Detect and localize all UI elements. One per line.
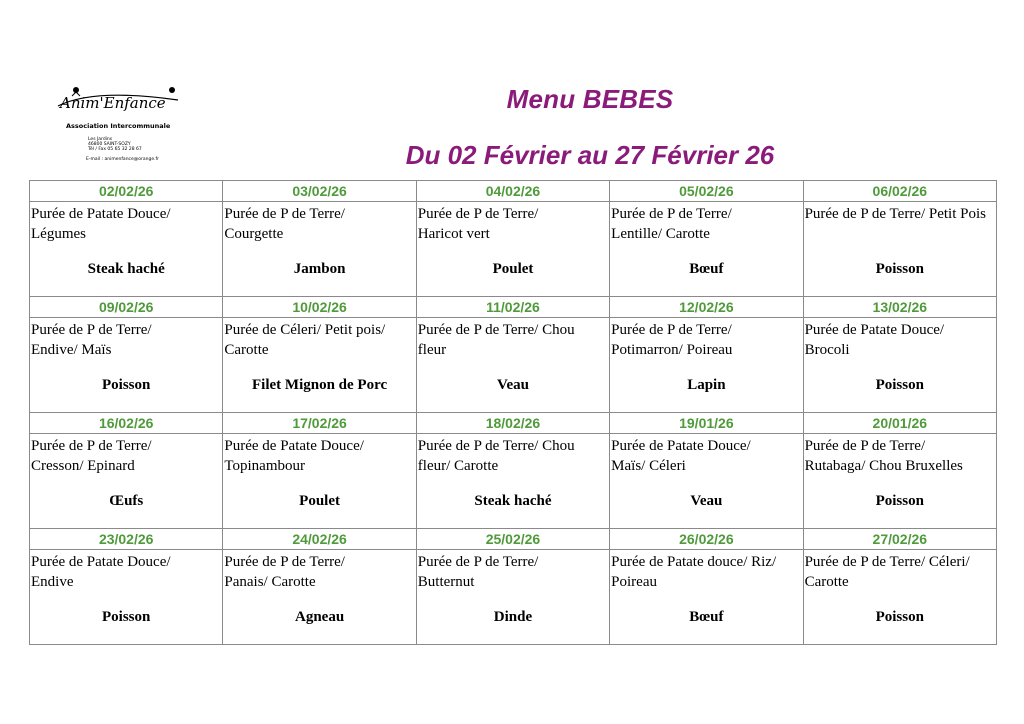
protein: Steak haché	[474, 493, 552, 509]
date-cell: 12/02/26	[610, 297, 803, 318]
date-cell: 27/02/26	[803, 529, 996, 550]
protein: Steak haché	[87, 261, 165, 277]
date-cell: 04/02/26	[416, 181, 609, 202]
side-dish	[223, 550, 415, 592]
side-dish-line: Purée de P de Terre/	[31, 322, 152, 338]
side-dish	[30, 550, 222, 592]
side-dish-line: Topinambour	[224, 458, 305, 474]
date-cell: 10/02/26	[223, 297, 416, 318]
side-dish	[417, 434, 609, 476]
side-dish-line: Purée de P de Terre/	[224, 554, 345, 570]
side-dish	[30, 434, 222, 476]
date-row	[30, 413, 997, 434]
logo-addr1: Les Jardins	[88, 137, 113, 142]
side-dish-line: Endive/ Maïs	[31, 342, 112, 358]
side-dish-line: Purée de P de Terre/	[417, 554, 539, 570]
side-dish-line: fleur	[417, 342, 447, 358]
meal-cell	[223, 202, 416, 297]
meal-cell	[610, 434, 803, 529]
side-dish	[804, 318, 996, 360]
side-dish	[223, 202, 415, 244]
meal-cell	[416, 434, 609, 529]
side-dish-line: Purée de P de Terre/ Petit Pois	[804, 206, 986, 222]
side-dish-line: Purée de P de Terre/	[804, 438, 926, 454]
protein: Dinde	[493, 609, 533, 625]
side-dish-line: Purée de Patate Douce/	[611, 438, 751, 454]
date-cell: 09/02/26	[30, 297, 223, 318]
side-dish-line: Purée de Patate Douce/	[31, 206, 171, 222]
menu-table	[29, 180, 997, 645]
date-cell: 25/02/26	[416, 529, 609, 550]
date-cell: 05/02/26	[610, 181, 803, 202]
protein: Poisson	[102, 609, 151, 625]
meal-cell	[30, 318, 223, 413]
logo	[52, 84, 192, 164]
side-dish	[417, 550, 609, 592]
logo-name: Anim'Enfance	[60, 94, 166, 112]
date-cell: 23/02/26	[30, 529, 223, 550]
protein: Poisson	[102, 377, 151, 393]
side-dish-line: Brocoli	[804, 342, 850, 358]
side-dish	[804, 434, 996, 476]
date-cell: 24/02/26	[223, 529, 416, 550]
side-dish	[30, 318, 222, 360]
protein: Agneau	[294, 609, 345, 625]
side-dish-line: Purée de Céleri/ Petit pois/	[224, 322, 386, 338]
meal-cell	[416, 202, 609, 297]
side-dish-line: Purée de P de Terre/ Chou	[417, 322, 575, 338]
meal-cell	[803, 434, 996, 529]
date-cell: 06/02/26	[803, 181, 996, 202]
protein: Œufs	[109, 493, 144, 509]
meal-cell	[803, 550, 996, 645]
meal-cell	[30, 434, 223, 529]
date-cell: 02/02/26	[30, 181, 223, 202]
side-dish-line: fleur/ Carotte	[417, 458, 499, 474]
side-dish	[417, 318, 609, 360]
meal-cell	[223, 434, 416, 529]
logo-addr2: 46800 SAINT-SOZY	[88, 142, 131, 147]
side-dish-line: Purée de Patate Douce/	[804, 322, 945, 338]
date-cell: 19/01/26	[610, 413, 803, 434]
meal-cell	[610, 318, 803, 413]
protein: Poisson	[875, 609, 924, 625]
side-dish-line: Haricot vert	[417, 226, 490, 242]
protein: Bœuf	[689, 609, 724, 625]
meal-row	[30, 434, 997, 529]
date-row	[30, 529, 997, 550]
protein: Lapin	[687, 377, 726, 393]
side-dish-line: Purée de P de Terre/	[611, 206, 732, 222]
page-subtitle: Du 02 Février au 27 Février 26	[405, 140, 775, 170]
protein: Veau	[496, 377, 529, 393]
date-row	[30, 181, 997, 202]
date-cell: 18/02/26	[416, 413, 609, 434]
date-cell: 17/02/26	[223, 413, 416, 434]
side-dish	[223, 318, 415, 360]
side-dish-line: Purée de P de Terre/ Chou	[417, 438, 575, 454]
protein: Poisson	[875, 377, 924, 393]
side-dish	[610, 318, 802, 360]
logo-email: E-mail : animenfance@orange.fr	[86, 157, 159, 162]
side-dish-line: Lentille/ Carotte	[611, 226, 710, 242]
side-dish-line: Poireau	[611, 574, 657, 590]
date-row	[30, 297, 997, 318]
side-dish-line: Potimarron/ Poireau	[611, 342, 733, 358]
side-dish	[804, 202, 996, 244]
meal-cell	[30, 202, 223, 297]
meal-cell	[223, 318, 416, 413]
date-cell: 16/02/26	[30, 413, 223, 434]
side-dish	[610, 434, 802, 476]
meal-cell	[803, 318, 996, 413]
protein: Poisson	[875, 261, 924, 277]
meal-row	[30, 318, 997, 413]
date-cell: 20/01/26	[803, 413, 996, 434]
side-dish-line: Purée de P de Terre/	[31, 438, 152, 454]
side-dish-line: Carotte	[224, 342, 269, 358]
protein: Poisson	[875, 493, 924, 509]
side-dish-line: Purée de P de Terre/	[417, 206, 539, 222]
side-dish-line: Maïs/ Céleri	[611, 458, 686, 474]
side-dish-line: Cresson/ Epinard	[31, 458, 135, 474]
side-dish-line: Endive	[31, 574, 74, 590]
side-dish	[223, 434, 415, 476]
logo-graphic	[52, 84, 192, 164]
page-title: Menu BEBES	[506, 84, 674, 114]
meal-cell	[610, 202, 803, 297]
date-cell: 03/02/26	[223, 181, 416, 202]
side-dish	[610, 202, 802, 244]
side-dish-line: Courgette	[224, 226, 284, 242]
meal-cell	[223, 550, 416, 645]
side-dish	[610, 550, 802, 592]
protein: Bœuf	[689, 261, 724, 277]
side-dish-line: Purée de Patate Douce/	[31, 554, 171, 570]
protein: Filet Mignon de Porc	[252, 377, 388, 393]
side-dish-line: Purée de P de Terre/ Céleri/	[804, 554, 970, 570]
side-dish-line: Purée de Patate Douce/	[224, 438, 364, 454]
side-dish-line: Purée de Patate douce/ Riz/	[611, 554, 777, 570]
side-dish-line: Légumes	[31, 226, 86, 242]
side-dish-line: Purée de P de Terre/	[224, 206, 345, 222]
logo-phone: Tél / Fax 05 65 32 28 67	[88, 147, 142, 152]
side-dish-line: Butternut	[417, 574, 475, 590]
date-cell: 13/02/26	[803, 297, 996, 318]
date-cell: 26/02/26	[610, 529, 803, 550]
meal-row	[30, 202, 997, 297]
protein: Veau	[690, 493, 723, 509]
side-dish-line: Purée de P de Terre/	[611, 322, 732, 338]
side-dish	[417, 202, 609, 244]
logo-org: Association Intercommunale	[66, 122, 171, 130]
protein: Poulet	[492, 261, 534, 277]
side-dish-line: Panais/ Carotte	[224, 574, 316, 590]
side-dish	[804, 550, 996, 592]
meal-cell	[416, 318, 609, 413]
meal-row	[30, 550, 997, 645]
protein: Jambon	[293, 261, 346, 277]
meal-cell	[416, 550, 609, 645]
protein: Poulet	[299, 493, 340, 509]
meal-cell	[803, 202, 996, 297]
side-dish-line: Carotte	[804, 574, 849, 590]
meal-cell	[610, 550, 803, 645]
side-dish	[30, 202, 222, 244]
date-cell: 11/02/26	[416, 297, 609, 318]
meal-cell	[30, 550, 223, 645]
side-dish-line: Rutabaga/ Chou Bruxelles	[804, 458, 963, 474]
